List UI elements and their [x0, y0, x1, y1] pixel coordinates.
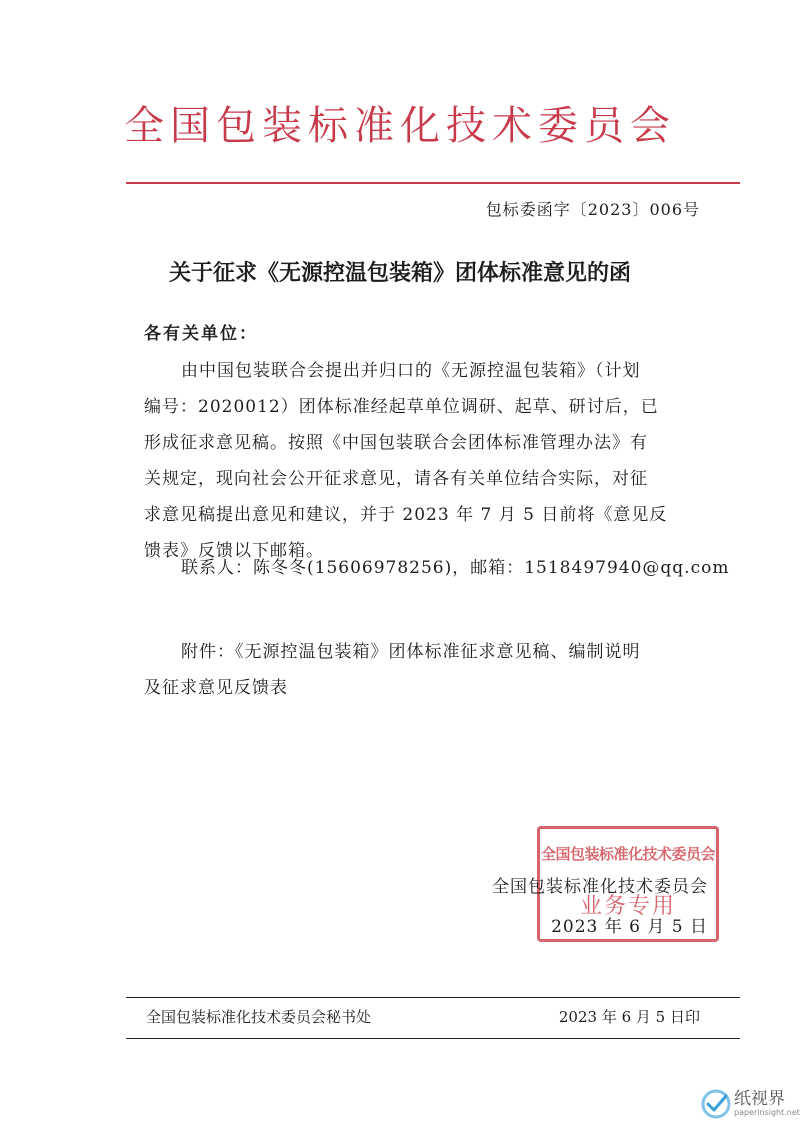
- attachment-line: 及征求意见反馈表: [144, 678, 288, 698]
- attachment-line: 附件：《无源控温包装箱》团体标准征求意见稿、编制说明: [181, 642, 641, 662]
- org-header: 全国包装标准化技术委员会: [124, 103, 676, 149]
- signature-date: 2023 年 6 月 5 日: [551, 917, 708, 937]
- footer-bottom-divider: [126, 1038, 740, 1039]
- footer-top-divider: [126, 997, 740, 998]
- site-watermark: [700, 1082, 800, 1126]
- body-line: 编号：2020012）团体标准经起草单位调研、起草、研讨后，已: [144, 397, 659, 417]
- seal-purpose-text: 业务专用: [579, 894, 676, 919]
- body-line: 由中国包装联合会提出并归口的《无源控温包装箱》（计划: [181, 361, 641, 381]
- body-line: 关规定，现向社会公开征求意见，请各有关单位结合实际，对征: [144, 469, 648, 489]
- watermark-url: paperinsight.net: [734, 1108, 800, 1117]
- document-number: 包标委函字〔2023〕006号: [485, 200, 700, 219]
- footer-print-date: 2023 年 6 月 5 日印: [558, 1008, 700, 1026]
- body-line: 求意见稿提出意见和建议，并于 2023 年 7 月 5 日前将《意见反: [144, 505, 668, 525]
- signature-org: 全国包装标准化技术委员会: [492, 877, 708, 897]
- check-swoosh-icon: [700, 1088, 732, 1120]
- body-line: 馈表》反馈以下邮箱。: [144, 541, 324, 561]
- document-title: 关于征求《无源控温包装箱》团体标准意见的函: [168, 261, 631, 286]
- watermark-name: 纸视界: [734, 1089, 785, 1109]
- seal-org-text: 全国包装标准化技术委员会: [540, 845, 715, 863]
- footer-issuer: 全国包装标准化技术委员会秘书处: [146, 1008, 372, 1026]
- salutation: 各有关单位：: [144, 324, 258, 344]
- contact-info: 联系人：陈冬冬(15606978256)，邮箱：1518497940@qq.com: [181, 558, 730, 578]
- header-divider: [126, 182, 740, 184]
- body-line: 形成征求意见稿。按照《中国包装联合会团体标准管理办法》有: [144, 433, 648, 453]
